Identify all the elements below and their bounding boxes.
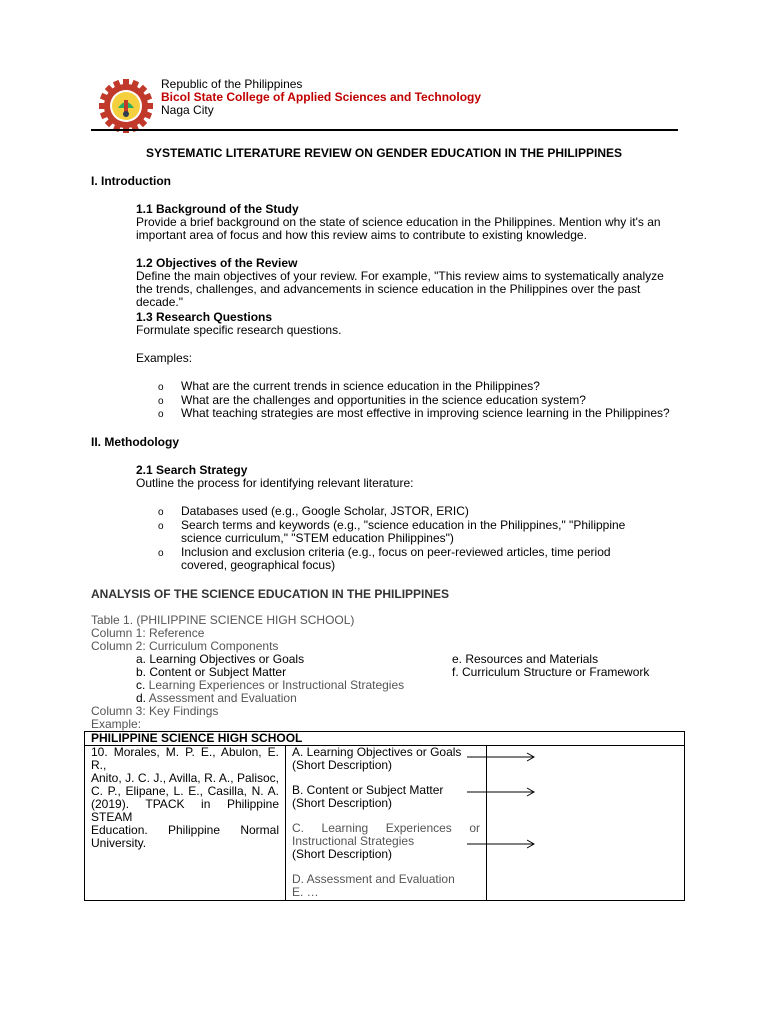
bullet-icon: o	[158, 409, 164, 420]
table-header-row	[85, 732, 685, 746]
components-cell	[286, 746, 487, 901]
questions-text: Formulate specific research questions.	[136, 323, 342, 337]
reference-line: (2019). TPACK in Philippine STEAM	[91, 797, 279, 824]
methodology-heading: II. Methodology	[91, 435, 179, 449]
list-item: What are the challenges and opportunities in the science education system?	[181, 393, 586, 407]
table-row	[85, 746, 685, 901]
bullet-icon: o	[158, 521, 164, 532]
reference-line: Education. Philippine Normal	[91, 823, 279, 837]
bullet-icon: o	[158, 396, 164, 407]
arrow-right-icon	[467, 752, 535, 762]
component-d-prefix: d.	[136, 691, 149, 705]
table-caption: Table 1. (PHILIPPINE SCIENCE HIGH SCHOOL)	[91, 613, 355, 627]
component-c-desc: (Short Description)	[292, 847, 393, 861]
component-b-desc: (Short Description)	[292, 796, 393, 810]
table-header-cell: PHILIPPINE SCIENCE HIGH SCHOOL	[85, 732, 685, 746]
bullet-icon: o	[158, 382, 164, 393]
reference-line: University.	[91, 836, 147, 850]
list-item: What teaching strategies are most effective in improving science learning in the Philippines?	[181, 406, 670, 420]
reference-cell	[85, 746, 286, 901]
list-item: Databases used (e.g., Google Scholar, JSTOR, ERIC)	[181, 504, 469, 518]
reference-line: C. P., Elipane, L. E., Casilla, N. A.	[91, 784, 279, 798]
search-strategy-heading: 2.1 Search Strategy	[136, 463, 248, 477]
column-2-label: Column 2: Curriculum Components	[91, 639, 279, 653]
component-c-prefix: c.	[136, 678, 149, 692]
example-label: Example:	[91, 717, 142, 731]
header-divider	[91, 129, 678, 131]
component-c-label-1: C. Learning Experiences or	[292, 821, 480, 835]
component-b-label: B. Content or Subject Matter	[292, 783, 444, 797]
component-d-label: D. Assessment and Evaluation	[292, 872, 455, 886]
examples-label: Examples:	[136, 351, 193, 365]
component-a-label: A. Learning Objectives or Goals	[292, 745, 462, 759]
list-item: Inclusion and exclusion criteria (e.g., focus on peer-reviewed articles, time period covered, geographical focus)	[181, 545, 611, 572]
objectives-text: Define the main objectives of your review. For example, "This review aims to systematically analyze the trends, challenges, and advancements in science education in the Philippines over the past decade."	[136, 269, 664, 309]
component-a: a. Learning Objectives or Goals	[136, 652, 305, 666]
column-3-label: Column 3: Key Findings	[91, 704, 219, 718]
republic-text: Republic of the Philippines	[161, 77, 303, 91]
component-c-label-2: Instructional Strategies	[292, 834, 415, 848]
findings-table	[84, 731, 685, 901]
component-e-label: E. …	[292, 885, 319, 899]
document-title: SYSTEMATIC LITERATURE REVIEW ON GENDER EDUCATION IN THE PHILIPPINES	[145, 146, 623, 160]
analysis-heading: ANALYSIS OF THE SCIENCE EDUCATION IN THE PHILIPPINES	[91, 587, 450, 601]
reference-line: Anito, J. C. J., Avilla, R. A., Palisoc,	[91, 771, 279, 785]
city-text: Naga City	[161, 103, 214, 117]
component-d-text: Assessment and Evaluation	[148, 691, 297, 705]
arrow-right-icon	[467, 839, 535, 849]
questions-heading: 1.3 Research Questions	[136, 310, 273, 324]
bullet-icon: o	[158, 507, 164, 518]
column-1-label: Column 1: Reference	[91, 626, 205, 640]
component-a-desc: (Short Description)	[292, 758, 393, 772]
component-e: e. Resources and Materials	[452, 652, 599, 666]
background-text: Provide a brief background on the state of science education in the Philippines. Mention why it's an important area of focus and how this review aims to contribute to existing knowledge.	[136, 215, 661, 242]
component-b: b. Content or Subject Matter	[136, 665, 287, 679]
intro-heading: I. Introduction	[91, 174, 171, 188]
search-strategy-text: Outline the process for identifying relevant literature:	[136, 476, 414, 490]
component-c-text: Learning Experiences or Instructional Strategies	[148, 678, 405, 692]
list-item: What are the current trends in science education in the Philippines?	[181, 379, 540, 393]
background-heading: 1.1 Background of the Study	[136, 202, 299, 216]
bullet-icon: o	[158, 548, 164, 559]
list-item: Search terms and keywords (e.g., "science education in the Philippines," "Philippine science curriculum," "STEM education Philippines")	[181, 518, 626, 545]
college-seal-logo	[98, 78, 154, 134]
college-name: Bicol State College of Applied Sciences and Technology	[161, 90, 482, 104]
objectives-heading: 1.2 Objectives of the Review	[136, 256, 298, 270]
reference-line: 10. Morales, M. P. E., Abulon, E. R.,	[91, 745, 279, 772]
arrow-right-icon	[467, 787, 535, 797]
component-f: f. Curriculum Structure or Framework	[452, 665, 650, 679]
findings-cell	[487, 746, 685, 901]
